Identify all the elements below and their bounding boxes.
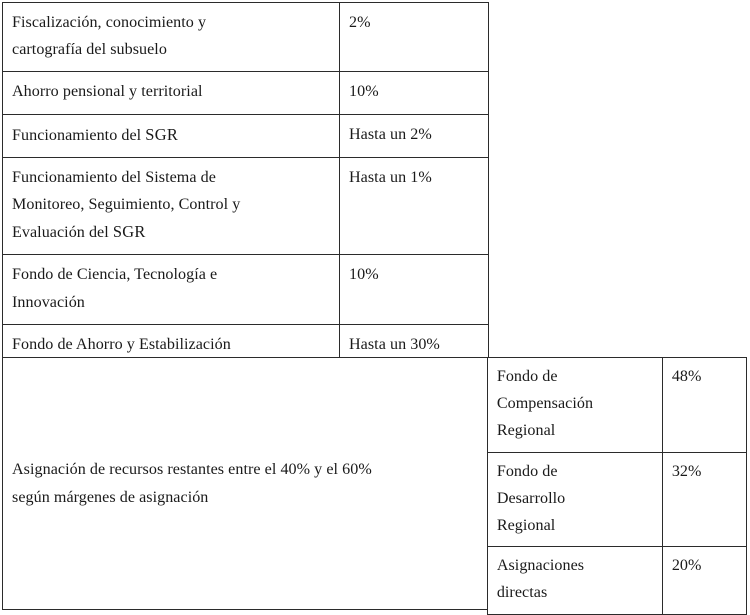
fund-name-cell	[487, 547, 662, 614]
table-row	[3, 157, 489, 255]
fund-name-line: Compensación	[496, 395, 594, 413]
allocation-table-lower	[2, 357, 747, 610]
concept-text-line: cartografía del subsuelo	[12, 41, 167, 59]
concept-text-line: Ahorro pensional y territorial	[12, 83, 203, 101]
fund-name-line: Regional	[496, 517, 556, 535]
fund-name-line: directas	[496, 584, 548, 602]
concept-text-line: Fondo de Ahorro y Estabilización	[12, 335, 231, 353]
fund-name-line: Fondo de	[496, 462, 558, 480]
concept-cell	[3, 72, 340, 114]
table-row	[487, 358, 746, 453]
table-row	[3, 3, 489, 72]
sgr-acronym: SGR	[145, 124, 179, 144]
table-row	[487, 547, 746, 614]
value-cell: 10%	[340, 72, 489, 114]
value-cell: 2%	[340, 3, 489, 72]
concept-text-line: Funcionamiento del Sistema de	[12, 168, 216, 186]
concept-text-line: Fiscalización, conocimiento y	[12, 14, 207, 31]
fund-value-cell: 20%	[662, 547, 746, 614]
value-cell: 10%	[340, 255, 489, 324]
concept-cell	[3, 114, 340, 157]
table-row	[3, 255, 489, 324]
fund-name-line: Fondo de	[496, 368, 558, 385]
remaining-allocation-line: Asignación de recursos restantes entre el 40% y el 60%	[12, 461, 372, 479]
concept-cell	[3, 255, 340, 324]
fund-name-line: Regional	[496, 422, 556, 440]
table-row	[3, 114, 489, 157]
fund-distribution-table	[487, 357, 747, 615]
table-row	[3, 72, 489, 114]
concept-text-line: Funcionamiento del	[12, 126, 146, 144]
fund-name-line: Asignaciones	[496, 557, 585, 575]
concept-text-line: Monitoreo, Seguimiento, Control y	[12, 196, 241, 214]
fund-value-cell: 32%	[662, 452, 746, 547]
remaining-allocation-cell	[2, 357, 488, 610]
table-row	[487, 452, 746, 547]
concept-text-line: Innovación	[12, 293, 85, 311]
concept-cell	[3, 157, 340, 255]
fund-name-cell	[487, 358, 662, 453]
fund-value-cell: 48%	[662, 358, 746, 453]
concept-text-line: Fondo de Ciencia, Tecnología e	[12, 266, 218, 284]
concept-cell	[3, 3, 340, 72]
remaining-allocation-line: según márgenes de asignación	[12, 488, 209, 506]
value-cell: Hasta un 2%	[340, 114, 489, 157]
value-cell: Hasta un 1%	[340, 157, 489, 255]
value-cell: Hasta un 30%	[340, 324, 489, 393]
sgr-acronym: SGR	[112, 222, 146, 242]
concept-text-line: Evaluación del	[12, 224, 113, 242]
remaining-allocation-text	[3, 456, 381, 510]
fund-name-cell	[487, 452, 662, 547]
allocation-table-upper	[2, 2, 489, 394]
fund-name-line: Desarrollo	[496, 489, 566, 507]
